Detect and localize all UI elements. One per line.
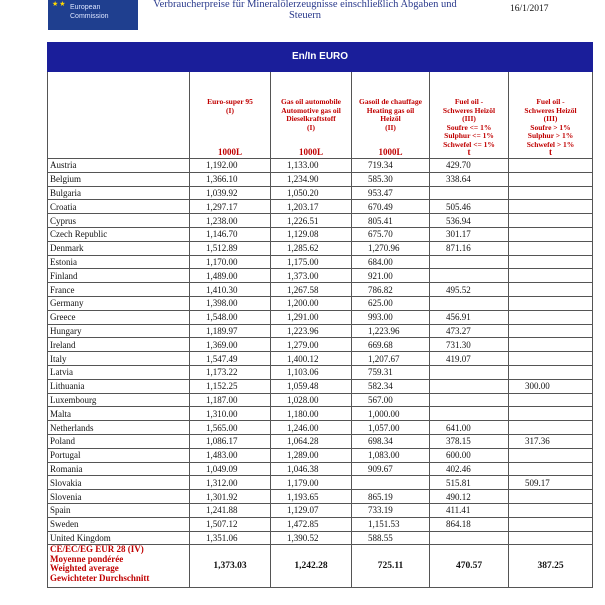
price-cell: 1,390.52 [271,531,352,545]
price-cell: 1,175.00 [271,255,352,269]
price-cell: 505.46 [430,200,509,214]
country-cell: Italy [48,352,190,366]
price-cell: 378.15 [430,434,509,448]
country-cell: Netherlands [48,421,190,435]
price-cell [509,159,593,173]
price-cell: 1,200.00 [271,296,352,310]
price-cell [509,531,593,545]
logo-line-2: Commission [70,13,109,20]
price-cell: 921.00 [352,269,430,283]
price-cell [509,517,593,531]
column-header [509,72,593,159]
price-cell: 1,187.00 [190,393,271,407]
country-cell: Bulgaria [48,186,190,200]
price-cell [509,421,593,435]
price-cell: 1,472.85 [271,517,352,531]
price-cell: 1,193.65 [271,490,352,504]
price-cell: 1,489.00 [190,269,271,283]
country-cell: Poland [48,434,190,448]
price-cell: 1,050.20 [271,186,352,200]
country-cell: Denmark [48,241,190,255]
country-cell: Greece [48,310,190,324]
table-row [48,503,593,517]
price-cell: 1,279.00 [271,338,352,352]
price-cell: 582.34 [352,379,430,393]
table-row [48,476,593,490]
country-cell: Belgium [48,172,190,186]
price-cell: 865.19 [352,490,430,504]
price-cell: 1,059.48 [271,379,352,393]
price-cell: 1,241.88 [190,503,271,517]
table-row [48,324,593,338]
price-cell: 317.36 [509,434,593,448]
price-cell: 759.31 [352,365,430,379]
column-header [190,72,271,159]
weighted-average-value: 470.57 [430,545,509,588]
price-cell: 625.00 [352,296,430,310]
price-cell: 300.00 [509,379,593,393]
price-cell: 1,129.07 [271,503,352,517]
price-cell: 1,238.00 [190,214,271,228]
column-unit: 1000L [298,146,323,157]
price-cell: 1,207.67 [352,352,430,366]
price-cell: 864.18 [430,517,509,531]
table-row [48,269,593,283]
table-row [48,338,593,352]
price-cell: 1,152.25 [190,379,271,393]
price-cell [509,365,593,379]
price-cell: 1,246.00 [271,421,352,435]
price-cell [509,283,593,297]
price-cell: 1,039.92 [190,186,271,200]
weighted-average-value: 725.11 [352,545,430,588]
price-cell: 698.34 [352,434,430,448]
country-cell: Germany [48,296,190,310]
weighted-average-value: 387.25 [509,545,593,588]
price-cell: 1,028.00 [271,393,352,407]
price-cell: 1,351.06 [190,531,271,545]
column-header-label: Gasoil de chauffage Heating gas oil Heizöl (II) [359,97,422,132]
price-cell: 731.30 [430,338,509,352]
price-cell: 1,000.00 [352,407,430,421]
table-row [48,448,593,462]
price-cell: 641.00 [430,421,509,435]
table-row [48,200,593,214]
price-cell [430,393,509,407]
weighted-average-value: 1,373.03 [190,545,271,588]
price-cell: 1,310.00 [190,407,271,421]
price-cell: 1,267.58 [271,283,352,297]
table-row [48,365,593,379]
country-cell: Hungary [48,324,190,338]
country-cell: Portugal [48,448,190,462]
column-unit: t [549,146,552,157]
country-cell: Luxembourg [48,393,190,407]
table-row [48,462,593,476]
price-cell: 953.47 [352,186,430,200]
table-row [48,159,593,173]
price-table-container [47,42,592,588]
price-cell [509,214,593,228]
country-cell: Slovakia [48,476,190,490]
price-cell: 1,151.53 [352,517,430,531]
country-cell: France [48,283,190,297]
price-cell: 585.30 [352,172,430,186]
price-cell [509,503,593,517]
price-cell [509,269,593,283]
country-cell: Latvia [48,365,190,379]
price-cell: 402.46 [430,462,509,476]
price-cell: 1,223.96 [352,324,430,338]
price-cell: 1,398.00 [190,296,271,310]
price-cell: 805.41 [352,214,430,228]
price-cell: 411.41 [430,503,509,517]
column-header-label: Fuel oil - Schweres Heizöl (III) Soufre > 1% Sulphur > 1% Schwefel > 1% [524,97,577,149]
price-cell: 1,289.00 [271,448,352,462]
country-cell: Austria [48,159,190,173]
price-cell [430,379,509,393]
country-cell: Sweden [48,517,190,531]
table-row [48,421,593,435]
price-cell: 1,369.00 [190,338,271,352]
price-cell: 1,170.00 [190,255,271,269]
price-cell [509,186,593,200]
fuel-price-table [47,42,593,588]
country-cell: Spain [48,503,190,517]
price-cell: 909.67 [352,462,430,476]
table-row [48,255,593,269]
price-cell: 1,410.30 [190,283,271,297]
european-commission-logo [48,0,138,30]
price-cell [509,407,593,421]
logo-line-1: European [70,4,101,11]
price-cell [509,338,593,352]
column-header-label: Euro-super 95 (I) [207,97,253,115]
price-cell: 1,180.00 [271,407,352,421]
price-cell: 1,223.96 [271,324,352,338]
price-cell: 1,146.70 [190,227,271,241]
price-cell: 419.07 [430,352,509,366]
price-cell: 871.16 [430,241,509,255]
price-cell: 1,565.00 [190,421,271,435]
table-row [48,531,593,545]
table-row [48,296,593,310]
column-header-label: Gas oil automobile Automotive gas oil Dieselkraftstoff (I) [280,97,341,132]
price-cell [430,296,509,310]
table-row [48,186,593,200]
price-cell: 1,129.08 [271,227,352,241]
price-cell: 1,179.00 [271,476,352,490]
price-cell: 1,548.00 [190,310,271,324]
price-cell [430,407,509,421]
price-cell [509,172,593,186]
country-cell: Finland [48,269,190,283]
column-header-row [48,72,593,159]
column-unit: 1000L [378,146,403,157]
price-cell: 1,064.28 [271,434,352,448]
price-cell [430,269,509,283]
price-cell: 588.55 [352,531,430,545]
country-cell: Estonia [48,255,190,269]
document-title: Verbraucherpreise für Mineralölerzeugnisse einschließlich Abgaben und Steuern [153,0,457,21]
price-cell: 1,291.00 [271,310,352,324]
column-unit: t [467,146,471,157]
price-cell: 1,203.17 [271,200,352,214]
price-cell [509,310,593,324]
country-cell: Romania [48,462,190,476]
price-cell [509,490,593,504]
table-row [48,241,593,255]
price-cell [509,255,593,269]
column-unit: 1000L [217,146,242,157]
price-cell: 473.27 [430,324,509,338]
document-date: 16/1/2017 [510,4,549,14]
price-cell: 509.17 [509,476,593,490]
price-cell [430,365,509,379]
price-cell: 567.00 [352,393,430,407]
price-cell: 1,512.89 [190,241,271,255]
price-cell: 536.94 [430,214,509,228]
price-cell [509,296,593,310]
country-cell: Lithuania [48,379,190,393]
price-cell: 1,046.38 [271,462,352,476]
table-row [48,283,593,297]
price-cell: 1,507.12 [190,517,271,531]
price-cell [430,531,509,545]
price-cell: 1,301.92 [190,490,271,504]
table-row [48,310,593,324]
price-cell: 1,297.17 [190,200,271,214]
country-cell: Malta [48,407,190,421]
price-cell: 1,226.51 [271,214,352,228]
price-cell: 1,366.10 [190,172,271,186]
price-cell: 1,049.09 [190,462,271,476]
price-cell: 429.70 [430,159,509,173]
price-cell: 684.00 [352,255,430,269]
column-header-blank [48,72,190,159]
table-row [48,352,593,366]
price-cell: 1,270.96 [352,241,430,255]
price-cell: 1,133.00 [271,159,352,173]
table-row [48,407,593,421]
price-cell: 515.81 [430,476,509,490]
price-cell [430,186,509,200]
column-header-label: Fuel oil - Schweres Heizöl (III) Soufre <= 1% Sulphur <= 1% Schwefel <= 1% [442,97,496,149]
price-cell: 675.70 [352,227,430,241]
table-row [48,172,593,186]
price-cell: 669.68 [352,338,430,352]
price-cell: 786.82 [352,283,430,297]
price-cell: 993.00 [352,310,430,324]
country-cell: Ireland [48,338,190,352]
price-cell: 456.91 [430,310,509,324]
price-cell [509,462,593,476]
price-cell: 490.12 [430,490,509,504]
weighted-average-row [48,545,593,588]
weighted-average-label: CE/EC/EG EUR 28 (IV) Moyenne pondérée Weighted average Gewichteter Durchschnitt [48,545,190,588]
price-cell: 1,373.00 [271,269,352,283]
price-cell [509,448,593,462]
price-cell: 1,083.00 [352,448,430,462]
price-cell [509,200,593,214]
page-header [0,0,605,30]
price-cell: 1,400.12 [271,352,352,366]
country-cell: United Kingdom [48,531,190,545]
table-row [48,379,593,393]
price-cell [509,227,593,241]
country-cell: Czech Republic [48,227,190,241]
country-cell: Slovenia [48,490,190,504]
price-cell: 338.64 [430,172,509,186]
price-cell: 1,103.06 [271,365,352,379]
column-header [271,72,352,159]
price-cell: 1,192.00 [190,159,271,173]
price-cell: 600.00 [430,448,509,462]
price-cell [430,255,509,269]
price-cell: 733.19 [352,503,430,517]
country-cell: Croatia [48,200,190,214]
column-header [430,72,509,159]
currency-band: En/In EURO [48,43,593,72]
table-row [48,517,593,531]
price-cell: 1,189.97 [190,324,271,338]
table-row [48,434,593,448]
price-cell [509,241,593,255]
weighted-average-value: 1,242.28 [271,545,352,588]
price-cell [509,324,593,338]
eu-stars-icon: ★★ [52,0,67,8]
table-row [48,214,593,228]
price-cell: 1,173.22 [190,365,271,379]
table-row [48,227,593,241]
price-cell: 1,057.00 [352,421,430,435]
price-cell [352,476,430,490]
table-row [48,490,593,504]
price-cell: 1,086.17 [190,434,271,448]
price-cell: 301.17 [430,227,509,241]
column-header [352,72,430,159]
price-cell: 495.52 [430,283,509,297]
price-cell: 1,312.00 [190,476,271,490]
price-cell: 670.49 [352,200,430,214]
price-cell [509,393,593,407]
price-cell: 1,285.62 [271,241,352,255]
price-cell: 1,483.00 [190,448,271,462]
table-row [48,393,593,407]
price-cell: 719.34 [352,159,430,173]
price-cell: 1,234.90 [271,172,352,186]
price-cell: 1,547.49 [190,352,271,366]
country-cell: Cyprus [48,214,190,228]
price-cell [509,352,593,366]
